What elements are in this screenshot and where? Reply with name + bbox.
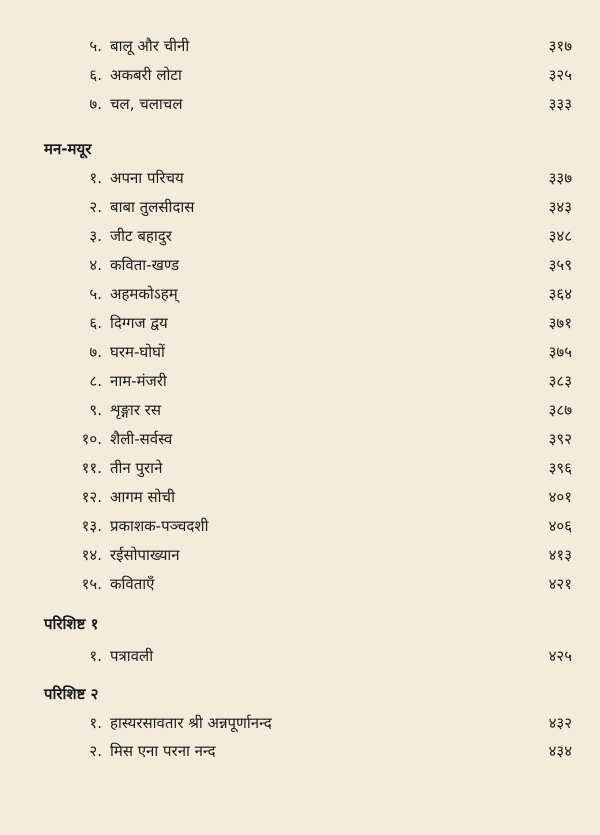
toc-entry (0, 455, 600, 481)
entry-title: बालू और चीनी (110, 37, 190, 55)
entry-number: ६. (89, 66, 102, 84)
entry-number: ८. (89, 372, 102, 390)
toc-entry (0, 368, 600, 394)
toc-entry (0, 397, 600, 423)
toc-entry (0, 194, 600, 220)
entry-number: १२. (81, 488, 102, 506)
entry-number: १३. (81, 517, 102, 535)
entry-page: ४२१ (548, 575, 572, 593)
entry-number: १५. (81, 575, 102, 593)
toc-entry (0, 484, 600, 510)
entry-number: ५. (89, 285, 102, 303)
toc-entry (0, 252, 600, 278)
entry-number: १०. (81, 430, 102, 448)
section-heading: परिशिष्ट १ (44, 615, 99, 633)
entry-number: १. (89, 647, 102, 665)
toc-entry (0, 571, 600, 597)
toc-entry (0, 542, 600, 568)
entry-title: शृङ्गार रस (110, 401, 161, 419)
entry-number: ९. (89, 401, 102, 419)
entry-number: ११. (81, 459, 102, 477)
entry-title: नाम-मंजरी (110, 372, 167, 390)
toc-entry (0, 426, 600, 452)
entry-page: ३७५ (548, 343, 572, 361)
entry-page: ३४३ (548, 198, 572, 216)
entry-title: प्रकाशक-पञ्चदशी (110, 517, 209, 535)
entry-page: ४०६ (548, 517, 572, 535)
toc-entry (0, 513, 600, 539)
entry-title: कविताएँ (110, 575, 155, 593)
entry-title: दिग्गज द्वय (110, 314, 168, 332)
entry-page: ४३२ (548, 714, 572, 732)
entry-number: २. (89, 198, 102, 216)
entry-number: १. (89, 714, 102, 732)
entry-title: पत्रावली (110, 647, 154, 665)
entry-page: ३३३ (548, 95, 572, 113)
entry-page: ३१७ (548, 37, 572, 55)
entry-title: आगम सोची (110, 488, 175, 506)
toc-entry (0, 310, 600, 336)
toc-entry (0, 710, 600, 736)
entry-title: शैली-सर्वस्व (110, 430, 173, 448)
entry-number: १४. (81, 546, 102, 564)
entry-page: ३४८ (548, 227, 572, 245)
entry-page: ४१३ (548, 546, 572, 564)
entry-number: ७. (89, 95, 102, 113)
entry-title: बाबा तुलसीदास (110, 198, 195, 216)
entry-page: ४३४ (548, 742, 572, 760)
entry-page: ३५९ (548, 256, 572, 274)
section-heading: परिशिष्ट २ (44, 685, 99, 703)
toc-entry (0, 62, 600, 88)
entry-page: ३९२ (548, 430, 572, 448)
entry-page: ३८७ (548, 401, 572, 419)
toc-entry (0, 738, 600, 764)
entry-title: घरम-घोघों (110, 343, 165, 361)
entry-number: ७. (89, 343, 102, 361)
toc-entry (0, 281, 600, 307)
entry-title: हास्यरसावतार श्री अन्नपूर्णानन्द (110, 714, 272, 732)
entry-page: ४०१ (548, 488, 572, 506)
entry-page: ३३७ (548, 169, 572, 187)
entry-page: ३७१ (548, 314, 572, 332)
entry-page: ३२५ (548, 66, 572, 84)
toc-entry (0, 33, 600, 59)
entry-title: जीट बहादुर (110, 227, 172, 245)
entry-page: ३८३ (548, 372, 572, 390)
entry-page: ३६४ (548, 285, 572, 303)
entry-number: ४. (89, 256, 102, 274)
entry-title: अपना परिचय (110, 169, 184, 187)
toc-entry (0, 339, 600, 365)
section-heading: मन-मयूर (44, 140, 92, 158)
toc-entry (0, 91, 600, 117)
entry-number: ६. (89, 314, 102, 332)
entry-title: अकबरी लोटा (110, 66, 182, 84)
entry-number: १. (89, 169, 102, 187)
entry-title: तीन पुराने (110, 459, 163, 477)
entry-title: अहमकोऽहम् (110, 285, 178, 303)
entry-title: मिस एना परना नन्द (110, 742, 216, 760)
entry-title: कविता-खण्ड (110, 256, 180, 274)
entry-page: ४२५ (548, 647, 572, 665)
entry-number: ५. (89, 37, 102, 55)
toc-entry (0, 643, 600, 669)
entry-title: रईसोपाख्यान (110, 546, 180, 564)
toc-entry (0, 223, 600, 249)
entry-page: ३९६ (548, 459, 572, 477)
entry-title: चल, चलाचल (110, 95, 183, 113)
toc-entry (0, 165, 600, 191)
entry-number: ३. (89, 227, 102, 245)
entry-number: २. (89, 742, 102, 760)
